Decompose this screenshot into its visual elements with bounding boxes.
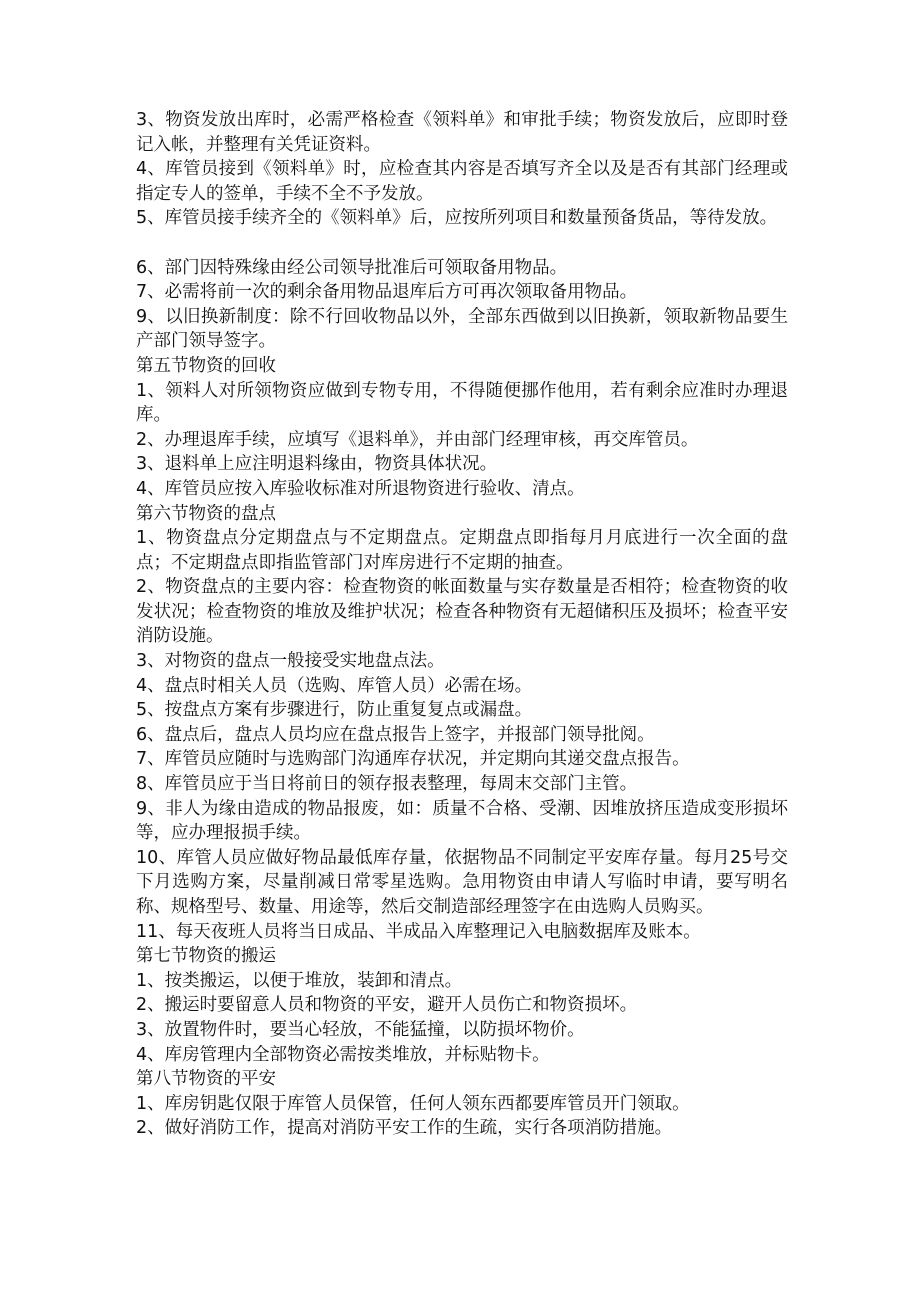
paragraph: 7、库管员应随时与选购部门沟通库存状况，并定期向其递交盘点报告。 (136, 749, 690, 770)
paragraph: 9、以旧换新制度：除不行回收物品以外，全部东西做到以旧换新，领取新物品要生产部门领导签字。 (136, 306, 788, 352)
paragraph: 8、库管员应于当日将前日的领存报表整理，每周末交部门主管。 (136, 774, 638, 795)
paragraph: 11、每天夜班人员将当日成品、半成品入库整理记入电脑数据库及账本。 (136, 921, 701, 942)
paragraph: 2、办理退库手续，应填写《退料单》，并由部门经理审核，再交库管员。 (136, 429, 699, 450)
paragraph: 10、库管人员应做好物品最低库存量，依据物品不同制定平安库存量。每月25号交下月选购方案，尽量削减日常零星选购。急用物资由申请人写临时申请，要写明名称、规格型号、数量、用途等，然后交制造部经理签字在由选购人员购买。 (136, 847, 788, 917)
paragraph: 6、盘点后，盘点人员均应在盘点报告上签字，并报部门领导批阅。 (136, 724, 655, 745)
paragraph: 3、对物资的盘点一般接受实地盘点法。 (136, 651, 445, 672)
paragraph: 6、部门因特殊缘由经公司领导批准后可领取备用物品。 (136, 257, 568, 278)
paragraph: 3、退料单上应注明退料缘由，物资具体状况。 (136, 454, 498, 475)
document-page (136, 108, 788, 1141)
paragraph: 4、库房管理内全部物资必需按类堆放，并标贴物卡。 (136, 1044, 550, 1065)
paragraph: 7、必需将前一次的剩余备用物品退库后方可再次领取备用物品。 (136, 282, 638, 303)
paragraph: 1、物资盘点分定期盘点与不定期盘点。定期盘点即指每月月底进行一次全面的盘点；不定期盘点即指监管部门对库房进行不定期的抽查。 (136, 528, 788, 573)
paragraph: 5、按盘点方案有步骤进行，防止重复复点或漏盘。 (136, 700, 533, 721)
paragraph: 1、领料人对所领物资应做到专物专用，不得随便挪作他用，若有剩余应准时办理退库。 (136, 380, 788, 426)
blank-line (136, 231, 788, 256)
paragraph: 3、放置物件时，要当心轻放，不能猛撞，以防损坏物价。 (136, 1019, 585, 1040)
paragraph: 2、做好消防工作，提高对消防平安工作的生疏，实行各项消防措施。 (136, 1118, 673, 1139)
paragraph: 1、按类搬运，以便于堆放，装卸和清点。 (136, 970, 463, 991)
paragraph: 5、库管员接手续齐全的《领料单》后，应按所列项目和数量预备货品，等待发放。 (136, 208, 778, 229)
paragraph: 4、库管员接到《领料单》时，应检查其内容是否填写齐全以及是否有其部门经理或指定专人的签单，手续不全不予发放。 (136, 159, 788, 204)
paragraph: 2、搬运时要留意人员和物资的平安，避开人员伤亡和物资损坏。 (136, 995, 638, 1016)
paragraph: 1、库房钥匙仅限于库管人员保管，任何人领东西都要库管员开门领取。 (136, 1093, 690, 1114)
paragraph: 4、库管员应按入库验收标准对所退物资进行验收、清点。 (136, 478, 585, 499)
section-heading: 第六节物资的盘点 (136, 503, 276, 524)
paragraph: 4、盘点时相关人员（选购、库管人员）必需在场。 (136, 675, 533, 696)
paragraph: 2、物资盘点的主要内容：检查物资的帐面数量与实存数量是否相符；检查物资的收发状况；检查物资的堆放及维护状况；检查各种物资有无超储积压及损坏；检查平安消防设施。 (136, 577, 788, 647)
section-heading: 第五节物资的回收 (136, 355, 276, 376)
paragraph: 9、非人为缘由造成的物品报废，如：质量不合格、受潮、因堆放挤压造成变形损坏等，应办理报损手续。 (136, 798, 788, 844)
section-heading: 第七节物资的搬运 (136, 946, 276, 967)
paragraph: 3、物资发放出库时，必需严格检查《领料单》和审批手续；物资发放后，应即时登记入帐，并整理有关凭证资料。 (136, 110, 788, 155)
section-heading: 第八节物资的平安 (136, 1069, 276, 1090)
